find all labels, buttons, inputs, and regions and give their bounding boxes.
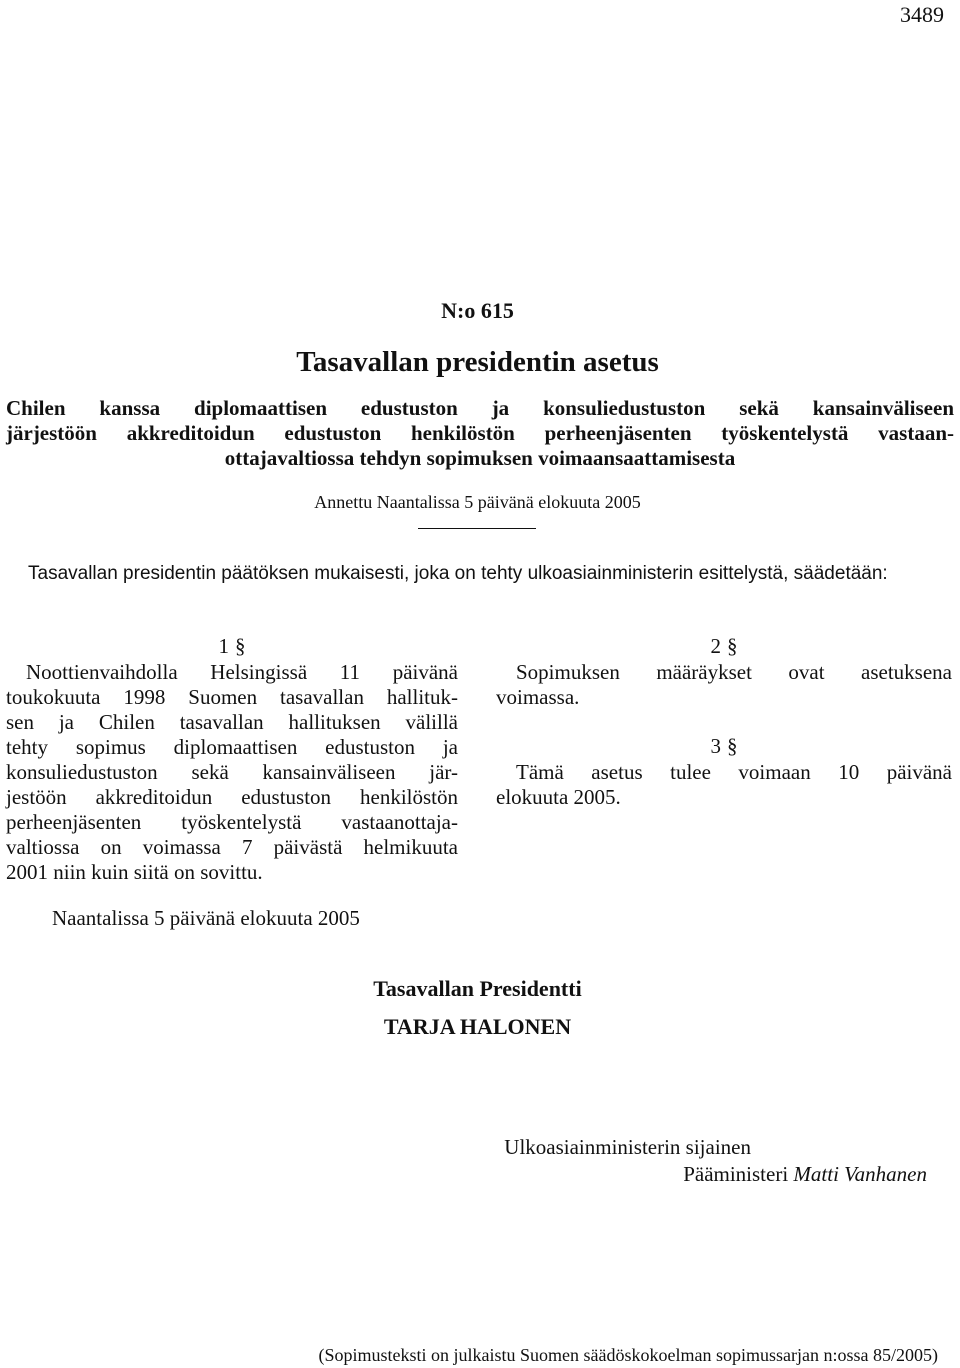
section-symbol: §	[235, 634, 246, 658]
president-title: Tasavallan Presidentti	[373, 976, 582, 1001]
subtitle-line: Chilen kanssa diplomaattisen edustuston ja konsuliedustuston sekä kansainväliseen	[6, 396, 954, 420]
section-heading-1	[6, 634, 458, 660]
subtitle-line: järjestöön akkreditoidun edustuston henkilöstön perheenjäsenten työskentelystä vastaan-	[6, 421, 954, 445]
section-symbol: §	[727, 734, 738, 758]
countersign-line	[504, 1161, 927, 1188]
place-date: Naantalissa 5 päivänä elokuuta 2005	[52, 906, 360, 930]
preamble: Tasavallan presidentin päätöksen mukaisesti, joka on tehty ulkoasiainministerin esittelystä, säädetään:	[28, 563, 888, 584]
section-gap	[496, 710, 952, 734]
left-column	[6, 634, 458, 885]
paragraph-line: 2001 niin kuin siitä on sovittu.	[6, 860, 263, 884]
president-name: TARJA HALONEN	[383, 1014, 572, 1039]
paragraph-line: perheenjäsenten työskentelystä vastaanottaja-	[6, 810, 458, 834]
section-heading-2	[496, 634, 952, 660]
paragraph-line: voimassa.	[496, 685, 580, 709]
paragraph-line: elokuuta 2005.	[496, 785, 621, 809]
right-column	[496, 634, 952, 810]
paragraph-line: tehty sopimus diplomaattisen edustuston ja	[6, 735, 458, 759]
section-number: 1	[218, 634, 229, 658]
section-2-text	[496, 660, 952, 710]
footnote: (Sopimusteksti on julkaistu Suomen säädöskokoelman sopimussarjan n:ossa 85/2005)	[318, 1345, 938, 1365]
decree-title: Tasavallan presidentin asetus	[296, 346, 659, 378]
paragraph-line: valtiossa on voimassa 7 päivästä helmikuuta	[6, 835, 458, 859]
paragraph-line: jestöön akkreditoidun edustuston henkilöstön	[6, 785, 458, 809]
paragraph-line: Tämä asetus tulee voimaan 10 päivänä	[516, 760, 952, 784]
section-symbol: §	[727, 634, 738, 658]
section-number: 3	[710, 734, 721, 758]
countersign-name: Matti Vanhanen	[793, 1162, 927, 1186]
section-number: 2	[710, 634, 721, 658]
issued-line: Annettu Naantalissa 5 päivänä elokuuta 2005	[314, 492, 641, 512]
countersign-role: Ulkoasiainministerin sijainen	[504, 1135, 751, 1159]
paragraph-line: konsuliedustuston sekä kansainväliseen jär-	[6, 760, 458, 784]
divider-rule	[418, 528, 536, 529]
countersign-title: Pääministeri	[683, 1162, 789, 1186]
paragraph-line: Noottienvaihdolla Helsingissä 11 päivänä	[26, 660, 458, 684]
paragraph-line: Sopimuksen määräykset ovat asetuksena	[516, 660, 952, 684]
subtitle-line: ottajavaltiossa tehdyn sopimuksen voimaansaattamisesta	[224, 446, 736, 470]
countersignature	[504, 1134, 927, 1188]
paragraph-line: sen ja Chilen tasavallan hallituksen välillä	[6, 710, 458, 734]
paragraph-line: toukokuuta 1998 Suomen tasavallan hallituk-	[6, 685, 458, 709]
section-heading-3	[496, 734, 952, 760]
decree-subtitle	[6, 396, 954, 471]
section-3-text	[496, 760, 952, 810]
page-number: 3489	[900, 2, 944, 27]
decree-number-heading: N:o 615	[441, 298, 514, 323]
section-1-text	[6, 660, 458, 885]
